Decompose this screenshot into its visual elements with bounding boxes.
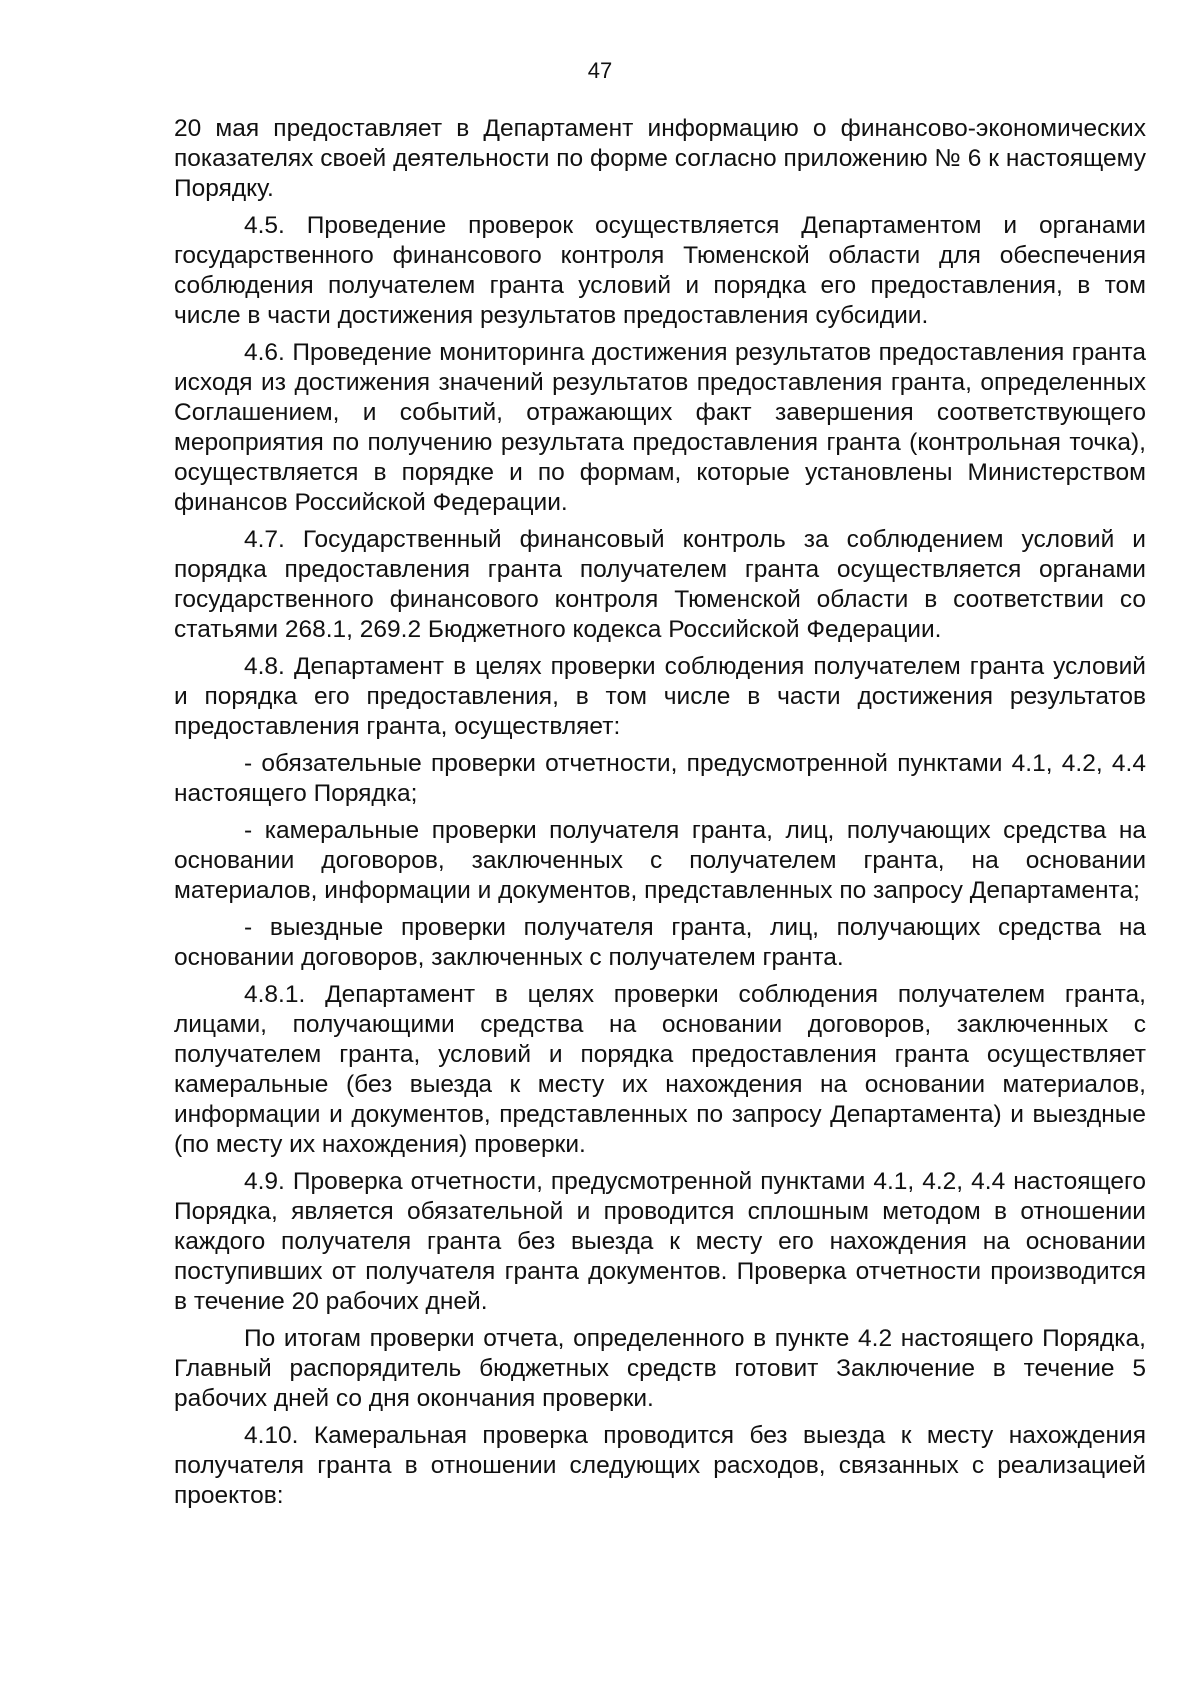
- page-number: 47: [587, 58, 613, 83]
- document-body: [174, 114, 1146, 1518]
- paragraph-4-5: 4.5. Проведение проверок осуществляется Департаментом и органами государственного финансового контроля Тюменской области для обеспечения соблюдения получателем гранта условий и порядка его предоставления, в том числе в части достижения результатов предоставления субсидии.: [174, 212, 1146, 329]
- paragraph-continuation: 20 мая предоставляет в Департамент информацию о финансово-экономических показателях своей деятельности по форме согласно приложению № 6 к настоящему Порядку.: [174, 115, 1146, 202]
- list-item-desk-checks: - камеральные проверки получателя гранта, лиц, получающих средства на основании договоров, заключенных с получателем гранта, на основании материалов, информации и документов, представленных по запросу Департамента;: [174, 817, 1146, 904]
- paragraph-4-9: 4.9. Проверка отчетности, предусмотренной пунктами 4.1, 4.2, 4.4 настоящего Порядка, является обязательной и проводится сплошным методом в отношении каждого получателя гранта без выезда к месту его нахождения на основании поступивших от получателя гранта документов. Проверка отчетности производится в течение 20 рабочих дней.: [174, 1168, 1146, 1315]
- paragraph-4-8-1: 4.8.1. Департамент в целях проверки соблюдения получателем гранта, лицами, получающими средства на основании договоров, заключенных с получателем гранта, условий и порядка предоставления гранта осуществляет камеральные (без выезда к месту их нахождения на основании материалов, информации и документов, представленных по запросу Департамента) и выездные (по месту их нахождения) проверки.: [174, 981, 1146, 1158]
- list-item-mandatory-checks: - обязательные проверки отчетности, предусмотренной пунктами 4.1, 4.2, 4.4 настоящего Порядка;: [174, 750, 1146, 807]
- paragraph-4-6: 4.6. Проведение мониторинга достижения результатов предоставления гранта исходя из достижения значений результатов предоставления гранта, определенных Соглашением, и событий, отражающих факт завершения соответствующего мероприятия по получению результата предоставления гранта (контрольная точка), осуществляется в порядке и по формам, которые установлены Министерством финансов Российской Федерации.: [174, 339, 1146, 516]
- paragraph-4-7: 4.7. Государственный финансовый контроль за соблюдением условий и порядка предоставления гранта получателем гранта осуществляется органами государственного финансового контроля Тюменской области в соответствии со статьями 268.1, 269.2 Бюджетного кодекса Российской Федерации.: [174, 526, 1146, 643]
- paragraph-report-conclusion: По итогам проверки отчета, определенного в пункте 4.2 настоящего Порядка, Главный распорядитель бюджетных средств готовит Заключение в течение 5 рабочих дней со дня окончания проверки.: [174, 1325, 1146, 1412]
- paragraph-4-10: 4.10. Камеральная проверка проводится без выезда к месту нахождения получателя гранта в отношении следующих расходов, связанных с реализацией проектов:: [174, 1422, 1146, 1509]
- paragraph-4-8: 4.8. Департамент в целях проверки соблюдения получателем гранта условий и порядка его предоставления, в том числе в части достижения результатов предоставления гранта, осуществляет:: [174, 653, 1146, 740]
- list-item-field-checks: - выездные проверки получателя гранта, лиц, получающих средства на основании договоров, заключенных с получателем гранта.: [174, 914, 1146, 971]
